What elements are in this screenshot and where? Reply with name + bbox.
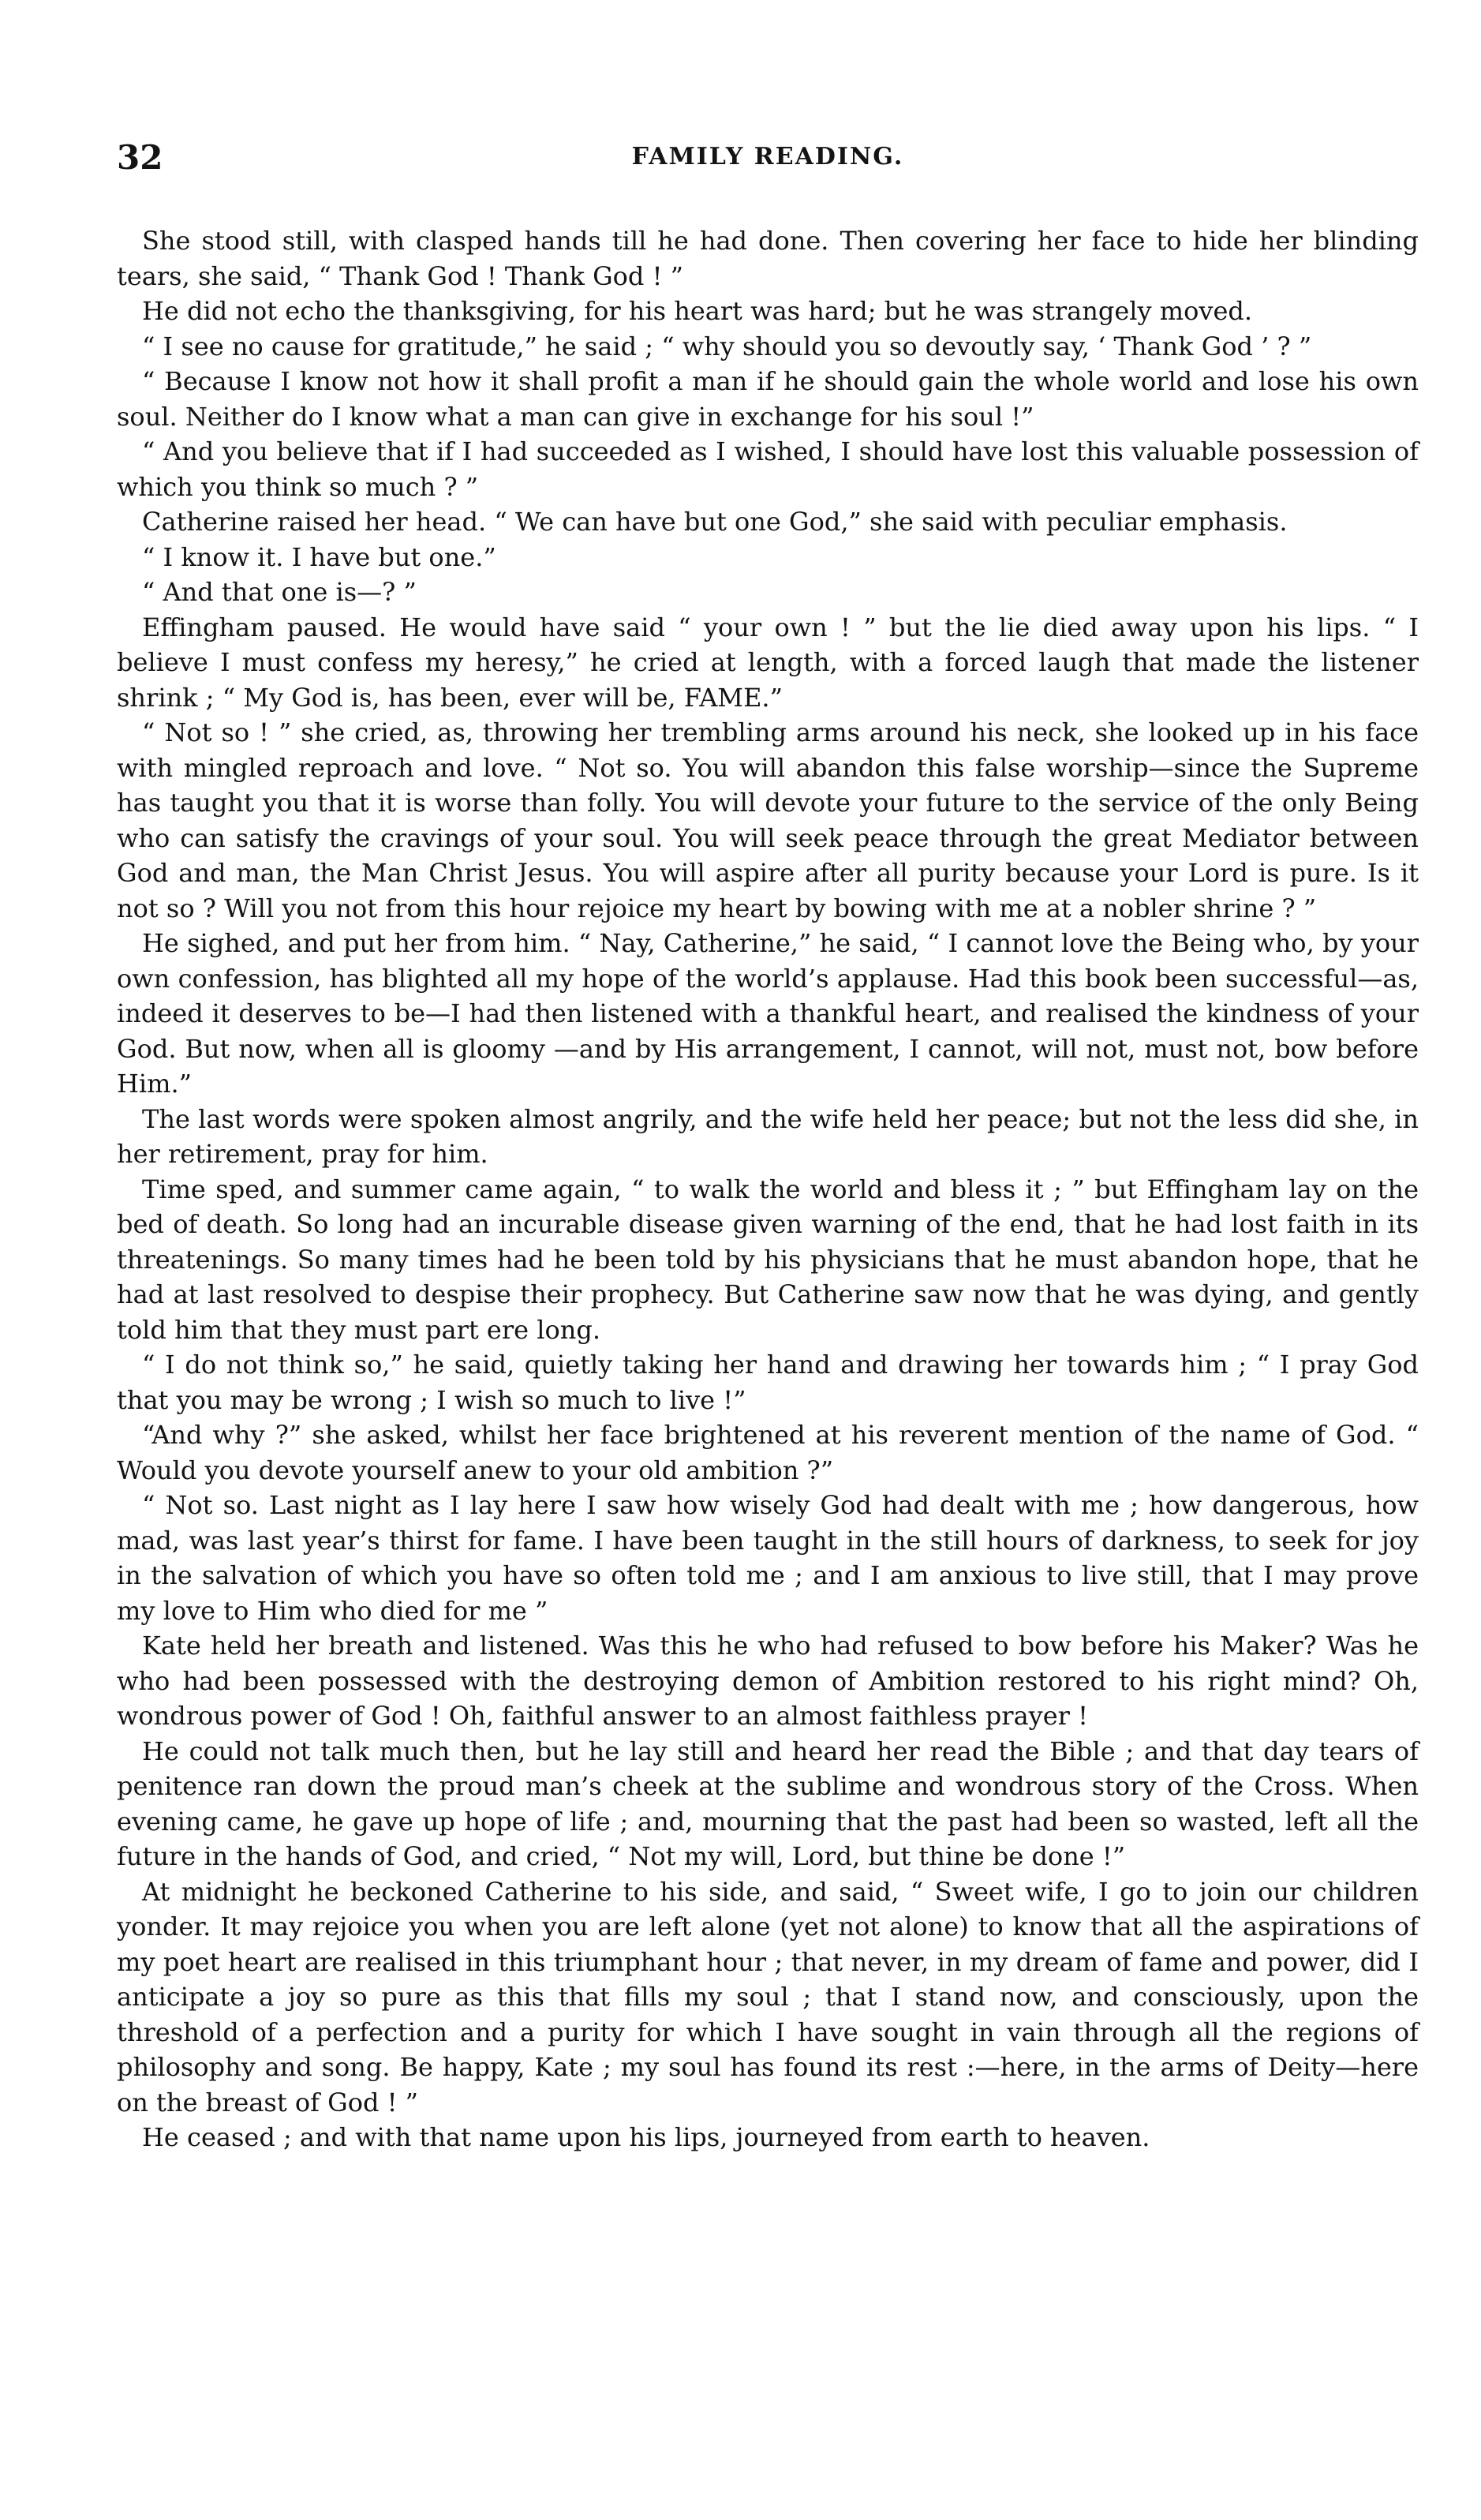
paragraph: He ceased ; and with that name upon his lips, journeyed from earth to heaven.: [142, 2122, 1150, 2152]
paragraph: He did not echo the thanksgiving, for his heart was hard; but he was strangely moved.: [142, 296, 1253, 326]
page-header: [117, 138, 1419, 185]
paragraph: “And why ?” she asked, whilst her face brightened at his reverent mention of the name of God. “ Would you devote yourself anew to your old ambition ?”: [117, 1420, 1419, 1485]
paragraph: She stood still, with clasped hands till he had done. Then covering her face to hide her blinding tears, she said, “ Thank God ! Thank God ! ”: [117, 226, 1419, 291]
paragraph: “ I know it. I have but one.”: [142, 541, 496, 572]
paragraph: “ I see no cause for gratitude,” he said ; “ why should you so devoutly say, ‘ Thank God ’ ? ”: [142, 331, 1312, 361]
paragraph: “ Because I know not how it shall profit a man if he should gain the whole world and lose his own soul. Neither do I know what a man can give in exchange for his soul !”: [117, 366, 1419, 432]
running-head: FAMILY READING.: [631, 143, 904, 170]
paragraph: “ And that one is—? ”: [142, 577, 417, 607]
paragraph: He sighed, and put her from him. “ Nay, Catherine,” he said, “ I cannot love the Being who, by your own confession, has blighted all my hope of the world’s applause. Had this book been successful—as, indeed it deserves to be—I had then listened with a thankful heart, and realised the kindness of your God. But now, when all is gloomy —and by His arrangement, I cannot, will not, must not, bow before Him.”: [117, 928, 1419, 1099]
page: [117, 138, 1419, 2155]
paragraph: He could not talk much then, but he lay still and heard her read the Bible ; and that day tears of penitence ran down the proud man’s cheek at the sublime and wondrous story of the Cross. When evening came, he gave up hope of life ; and, mourning that the past had been so wasted, left all the future in the hands of God, and cried, “ Not my will, Lord, but thine be done !”: [117, 1736, 1419, 1871]
paragraph: “ Not so ! ” she cried, as, throwing her trembling arms around his neck, she looked up in his face with mingled reproach and love. “ Not so. You will abandon this false worship—since the Supreme has taught you that it is worse than folly. You will devote your future to the service of the only Being who can satisfy the cravings of your soul. You will seek peace through the great Mediator between God and man, the Man Christ Jesus. You will aspire after all purity because your Lord is pure. Is it not so ? Will you not from this hour rejoice my heart by bowing with me at a nobler shrine ? ”: [117, 717, 1419, 923]
paragraph: “ I do not think so,” he said, quietly taking her hand and drawing her towards him ; “ I pray God that you may be wrong ; I wish so much to live !”: [117, 1350, 1419, 1415]
paragraph: “ Not so. Last night as I lay here I saw how wisely God had dealt with me ; how dangerous, how mad, was last year’s thirst for fame. I have been taught in the still hours of darkness, to seek for joy in the salvation of which you have so often told me ; and I am anxious to live still, that I may prove my love to Him who died for me ”: [117, 1490, 1419, 1626]
paragraph: At midnight he beckoned Catherine to his side, and said, “ Sweet wife, I go to join our children yonder. It may rejoice you when you are left alone (yet not alone) to know that all the aspirations of my poet heart are realised in this triumphant hour ; that never, in my dream of fame and power, did I anticipate a joy so pure as this that fills my soul ; that I stand now, and consciously, upon the threshold of a perfection and a purity for which I have sought in vain through all the regions of philosophy and song. Be happy, Kate ; my soul has found its rest :—here, in the arms of Deity—here on the breast of God ! ”: [117, 1876, 1419, 2117]
page-number: 32: [117, 138, 163, 177]
paragraph: Kate held her breath and listened. Was this he who had refused to bow before his Maker? Was he who had been possessed with the destroying demon of Ambition restored to his right mind? Oh, wondrous power of God ! Oh, faithful answer to an almost faithless prayer !: [117, 1631, 1419, 1731]
paragraph: Effingham paused. He would have said “ your own ! ” but the lie died away upon his lips. “ I believe I must confess my heresy,” he cried at length, with a forced laugh that made the listener shrink ; “ My God is, has been, ever will be, FAME.”: [117, 612, 1419, 713]
body-text: [117, 223, 1419, 2155]
paragraph: Catherine raised her head. “ We can have but one God,” she said with peculiar emphasis.: [142, 507, 1288, 537]
paragraph: “ And you believe that if I had succeeded as I wished, I should have lost this valuable possession of which you think so much ? ”: [117, 436, 1419, 502]
paragraph: The last words were spoken almost angrily, and the wife held her peace; but not the less did she, in her retirement, pray for him.: [117, 1103, 1419, 1169]
paragraph: Time sped, and summer came again, “ to walk the world and bless it ; ” but Effingham lay on the bed of death. So long had an incurable disease given warning of the end, that he had lost faith in its threatenings. So many times had he been told by his physicians that he must abandon hope, that he had at last resolved to despise their prophecy. But Catherine saw now that he was dying, and gently told him that they must part ere long.: [117, 1174, 1419, 1345]
